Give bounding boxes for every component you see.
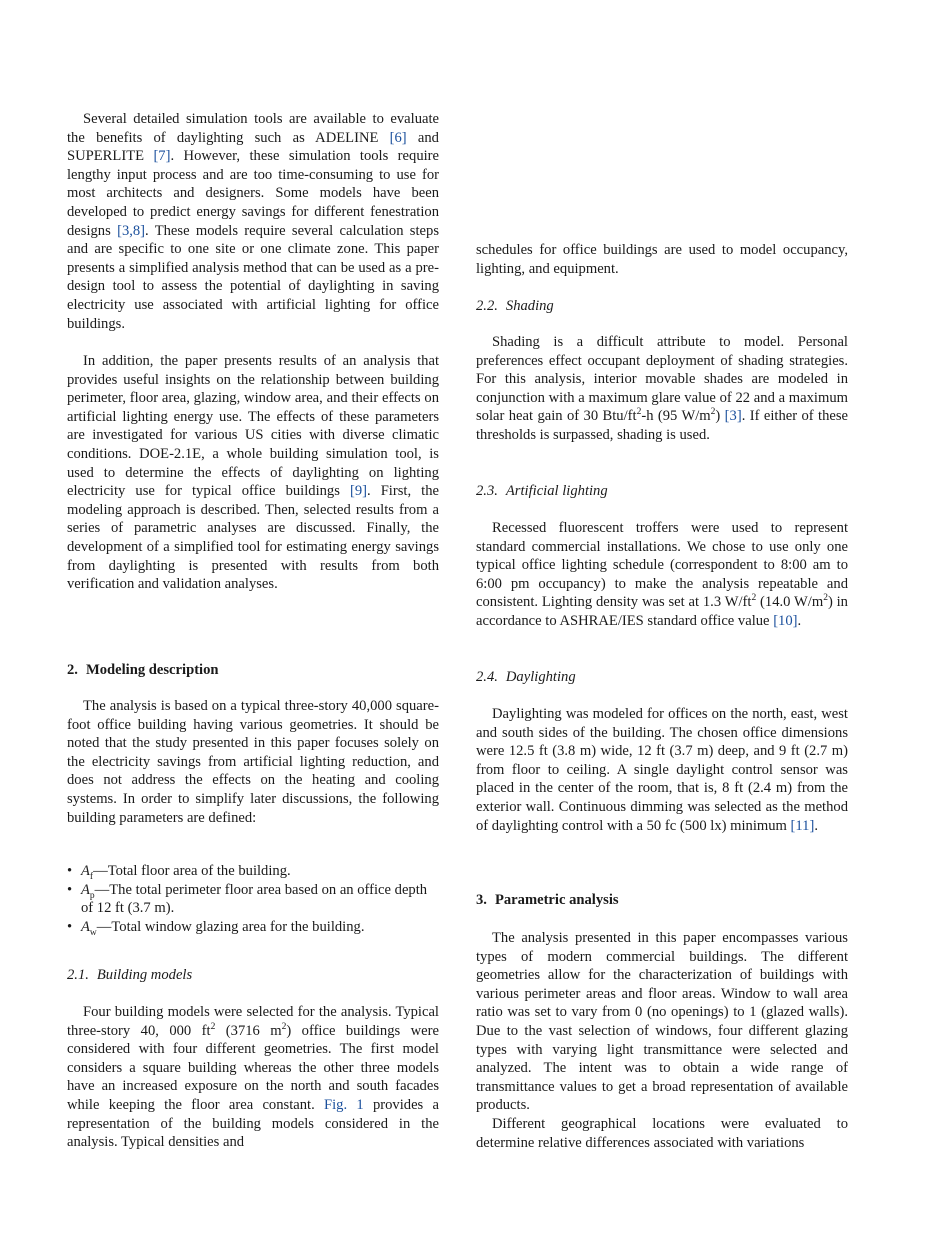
list-item: • $A_p—The$ total perimeter floor area based on an office depth of 12 ft (3.7 m). [67,881,428,917]
citation-link[interactable]: [11] [790,817,815,834]
citation-link[interactable]: [3] [724,408,742,425]
subsection-heading-2-2: 2.2. Shading [476,298,554,314]
paragraph-intro-addition: In addition, the paper presents results of an analysis that provides useful insights on the relationship between building perimeter, floor area, glazing, window area, and their effects on artificial lighting energy use. The effects of these parameters are investigated for various US cities with diverse climatic conditions. DOE-2.1E, a whole building simulation tool, is used to determine the effects of daylighting on lighting electricity use for typical office buildings [9]. First, the modeling approach is described. Then, selected results from a series of parametric analyses are discussed. Finally, the development of a simplified tool for estimating energy savings from daylighting is presented with results from both verification and validation analyses. [67,353,439,593]
paragraph-parametric: The analysis presented in this paper encompasses various types of modern commercial buildings. The different geometries allow for the characterization of buildings with various perimeter areas and floor areas. Window to wall area ratio was set to vary from 0 (no openings) to 1 (glazed walls). Due to the vast selection of windows, four different glazing types with varying light transmittance were selected and analyzed. The intent was to obtain a wide range of transmittance values to get a broad representation of available products. [476,930,848,1114]
paragraph-schedules: schedules for office buildings are used to model occupancy, lighting, and equipment. [476,242,848,277]
subsection-heading-2-1: 2.1. Building models [67,967,193,983]
citation-link[interactable]: [7] [153,148,171,165]
section-heading-2: 2. Modeling description [67,662,219,678]
figure-link[interactable]: Fig. 1 [324,1096,364,1113]
paragraph-intro-tools: Several detailed simulation tools are available to evaluate the benefits of daylighting such as ADELINE [6] and SUPERLITE [7]. However, these simulation tools require lengthy input process and are too time-consuming to use for most architects and designers. Some models have been developed to predict energy savings for different fenestration designs [3,8]. These models require several calculation steps and are specific to one site or one climate zone. This paper presents a simplified analysis method that can be used as a pre-design tool to assess the potential of daylighting in saving electricity use associated with artificial lighting for office buildings. [67,111,440,332]
parameter-list [67,862,439,936]
subsection-heading-2-3: 2.3. Artificial lighting [476,483,608,499]
list-item: • $A_w—Total$ window glazing area for the building. [67,918,365,938]
paragraph-building-models: Four building models were selected for the analysis. Typical three-story 40, 000 $ft^2$ (3716 $m^2$) office buildings were considered with four different geometries. The first model considers a square building whereas the other three models have an increased exposure on the north and south facades while keeping the floor area constant. Fig. 1 provides a representation of the building models considered in the analysis. Typical densities and [67,1004,439,1151]
list-item: • $A_f—Total$ floor area of the building. [67,863,291,882]
paragraph-artificial-lighting: Recessed fluorescent troffers were used to represent standard commercial installations. We chose to use only one typical office lighting schedule (correspondent to 8:00 am to 6:00 pm occupancy) to make the analysis repeatable and consistent. Lighting density was set at 1.3 $W/ft^2$ (14.0 $W/m^2$) in accordance to ASHRAE/IES standard office value [10]. [476,520,848,629]
subsection-heading-2-4: 2.4. Daylighting [476,669,576,685]
paragraph-modeling: The analysis is based on a typical three-story 40,000 square-foot office building having various geometries. It should be noted that the study presented in this paper focuses solely on the electricity savings from artificial lighting reduction, and does not address the effects on the heating and cooling systems. In order to simplify later discussions, the following building parameters are defined: [67,698,439,826]
citation-link[interactable]: [3,8] [117,222,146,239]
citation-link[interactable]: [9] [349,483,367,500]
citation-link[interactable]: [6] [389,129,407,146]
citation-link[interactable]: [10] [773,612,798,629]
paragraph-daylighting: Daylighting was modeled for offices on the north, east, west and south sides of the building. The chosen office dimensions were 12.5 ft (3.8 m) wide, 12 ft (3.7 m) deep, and 9 ft (2.7 m) from floor to ceiling. A single daylight control sensor was placed in the center of the room, that is, 8 ft (2.4 m) from the exterior wall. Continuous dimming was selected as the method of daylighting control with a 50 fc (500 lx) minimum [11]. [476,706,848,834]
paragraph-shading: Shading is a difficult attribute to model. Personal preferences effect occupant deployment of shading strategies. For this analysis, interior movable shades are modeled in conjunction with a maximum glare value of 22 and a maximum solar heat gain of 30 Btu/$ft^2-h$ (95 $W/m^2$) [3]. If either of these thresholds is surpassed, shading is used. [476,334,849,443]
section-heading-3: 3. Parametric analysis [476,892,619,908]
paragraph-geographic: Different geographical locations were evaluated to determine relative differences associated with variations [476,1116,848,1151]
